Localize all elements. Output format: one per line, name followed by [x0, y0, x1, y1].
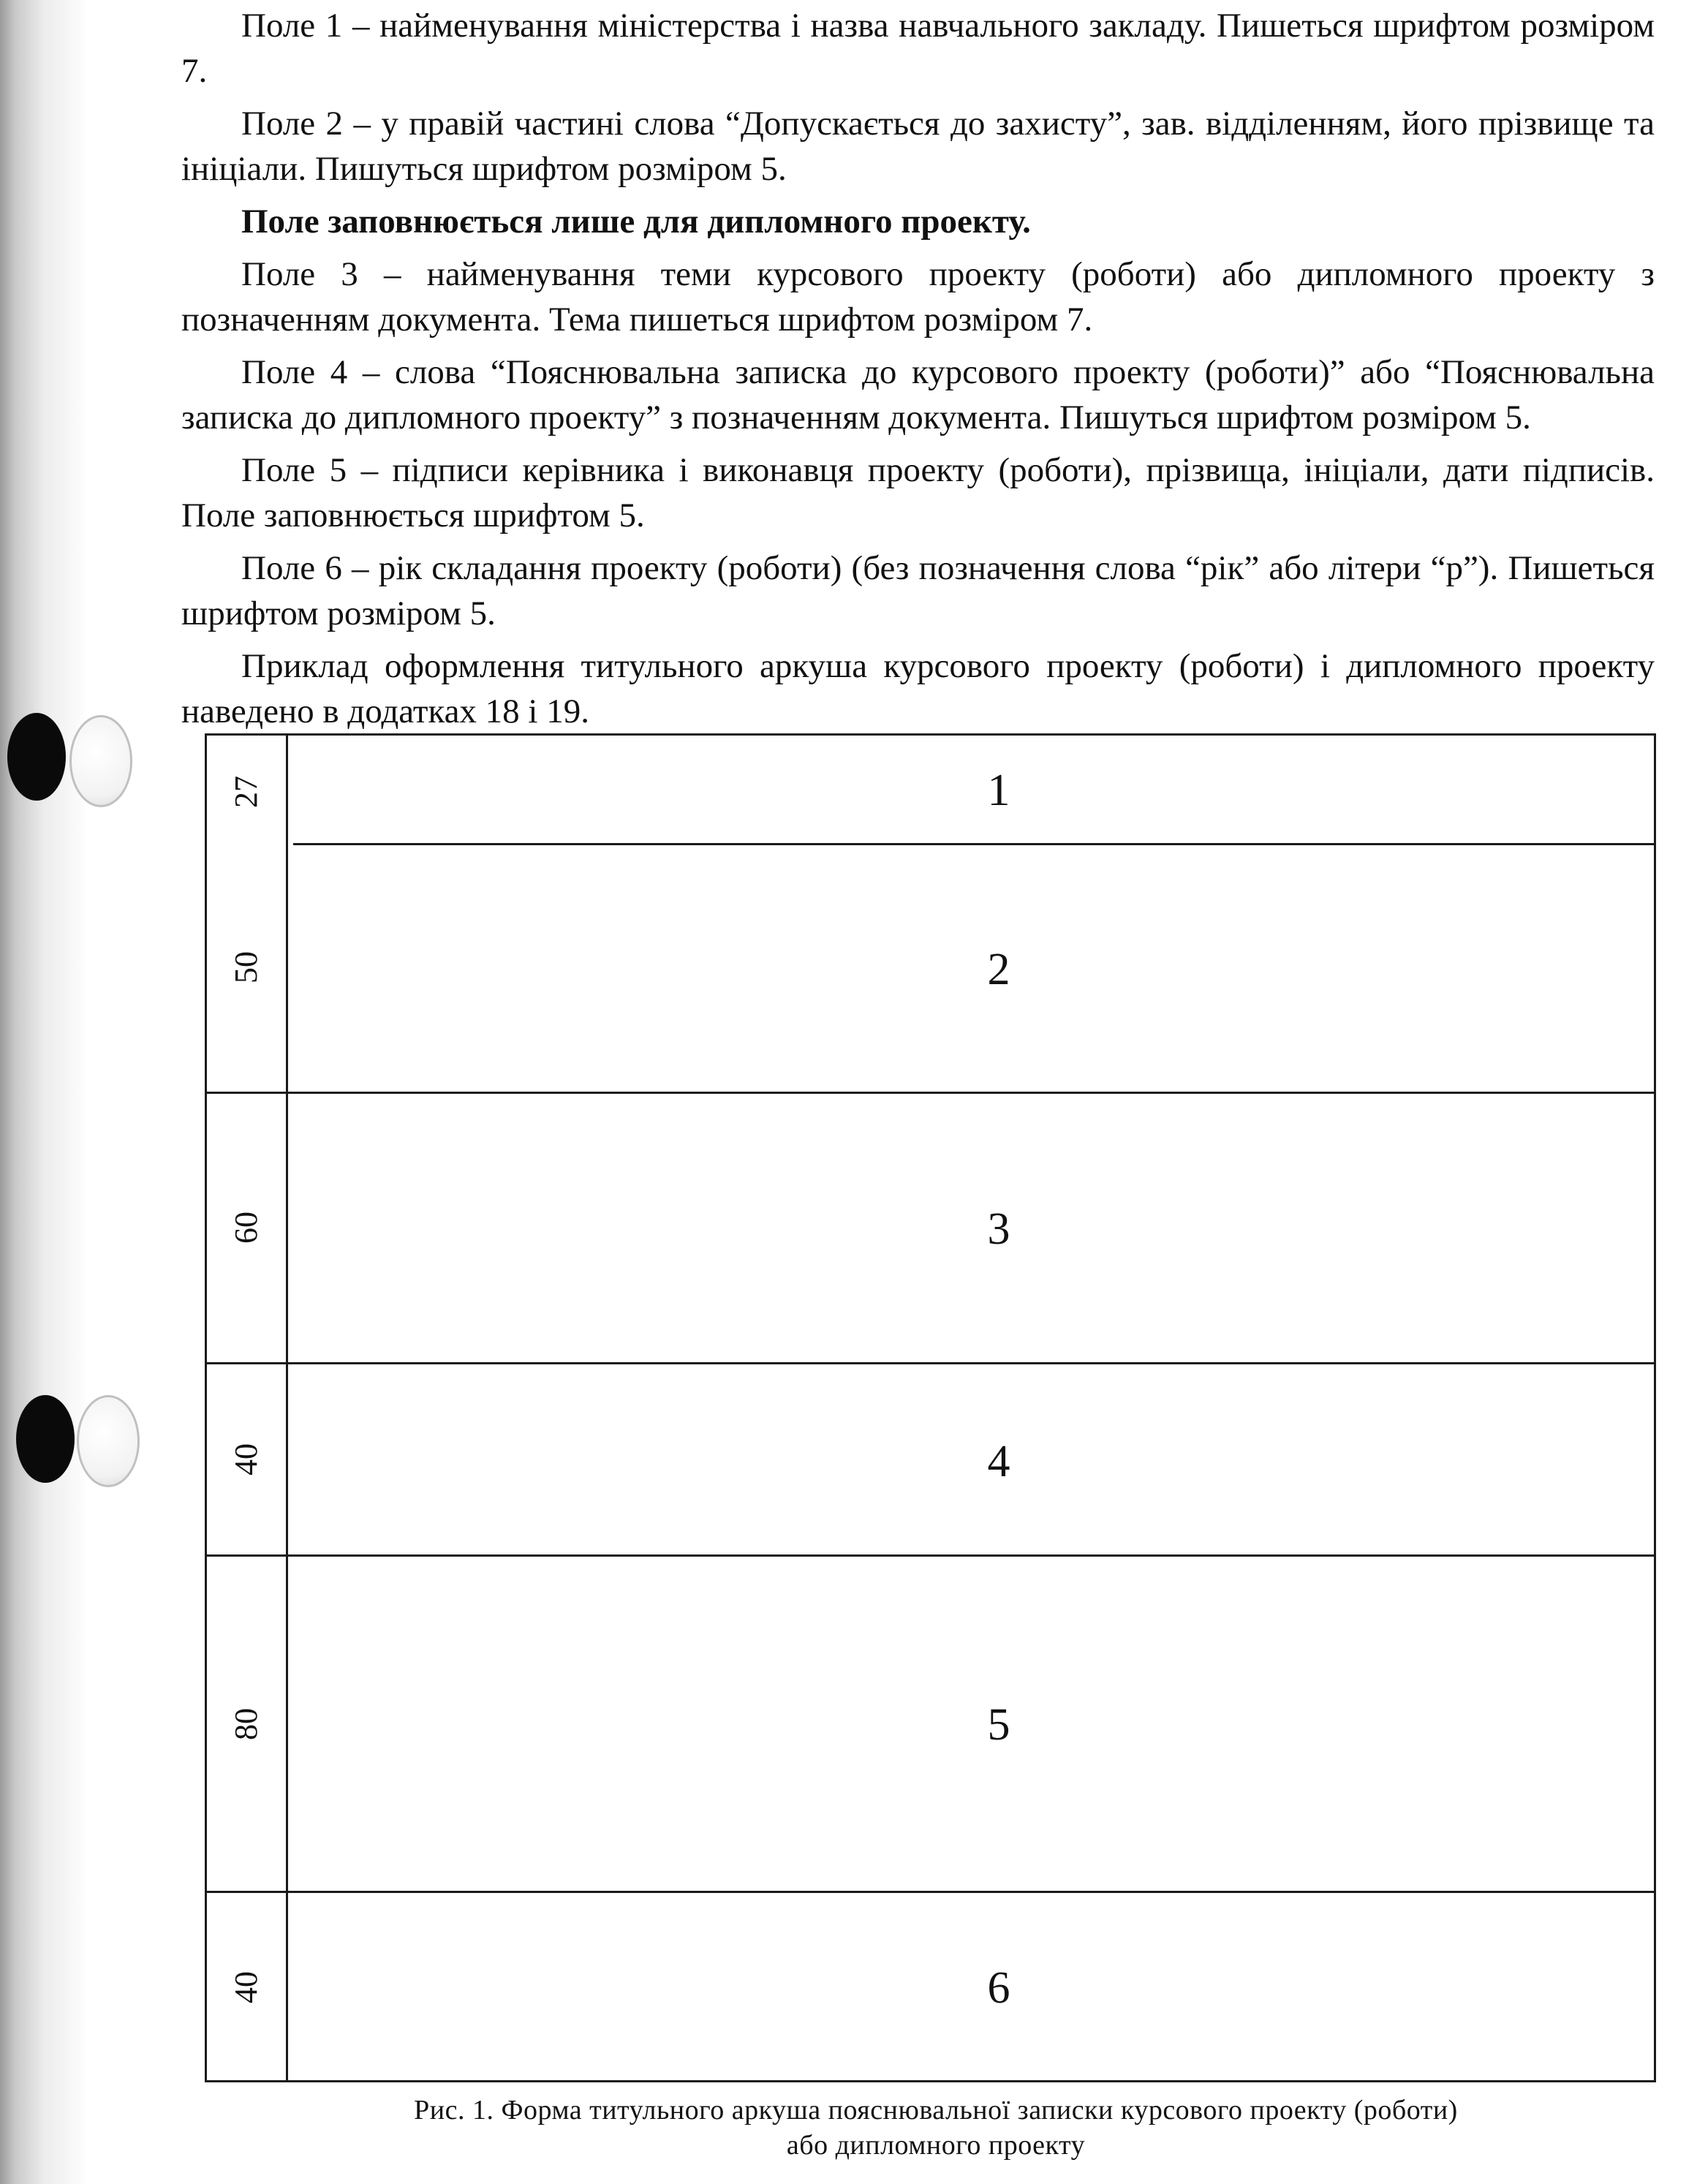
form-row-divider-1: [293, 843, 1654, 845]
punch-hole-top: [69, 715, 132, 807]
field-number-4: 4: [987, 1437, 1010, 1486]
field-number-6: 6: [987, 1963, 1010, 2013]
paragraph-example: Приклад оформлення титульного аркуша курсового проекту (роботи) і дипломного проекту наведено в додатках 18 і 19.: [181, 647, 1655, 730]
form-row-divider-2: [207, 1092, 1654, 1094]
paragraph-field-6: Поле 6 – рік складання проекту (роботи) (без позначення слова “рік” або літери “р”). Пишеться шрифтом розміром 5.: [181, 549, 1655, 632]
paragraph-field-2: Поле 2 – у правій частині слова “Допускається до захисту”, зав. відділенням, його прізвище та ініціали. Пишуться шрифтом розміром 5.: [181, 105, 1655, 188]
dimension-label-row-2: 50: [228, 951, 264, 983]
paragraph-field-4: Поле 4 – слова “Пояснювальна записка до курсового проекту (роботи)” або “Пояснювальна записка до дипломного проекту” з позначенням документа. Пишуться шрифтом розміром 5.: [181, 353, 1655, 437]
dimension-label-row-4: 40: [228, 1443, 264, 1475]
dimension-label-row-5: 80: [228, 1708, 264, 1740]
field-number-3: 3: [987, 1204, 1010, 1254]
field-number-5: 5: [987, 1700, 1010, 1750]
field-number-1: 1: [987, 766, 1010, 815]
paragraph-field-1: Поле 1 – найменування міністерства і назва навчального закладу. Пишеться шрифтом розміром 7.: [181, 7, 1655, 90]
dimension-label-row-1: 27: [228, 776, 264, 808]
punch-hole-bottom-dark: [16, 1395, 75, 1483]
paragraph-note-diploma: Поле заповнюється лише для дипломного проекту.: [241, 203, 1031, 241]
figure-caption: [219, 2093, 1652, 2163]
dimension-label-row-6: 40: [228, 1971, 264, 2003]
paragraph-field-5: Поле 5 – підписи керівника і виконавця проекту (роботи), прізвища, ініціали, дати підписів. Поле заповнюється шрифтом 5.: [181, 451, 1655, 534]
paragraph-field-3: Поле 3 – найменування теми курсового проекту (роботи) або дипломного проекту з позначенням документа. Тема пишеться шрифтом розміром 7.: [181, 255, 1655, 339]
figure-caption-line-2: або дипломного проекту: [786, 2130, 1086, 2161]
form-row-divider-3: [207, 1362, 1654, 1364]
form-column-divider: [286, 736, 288, 2080]
form-row-divider-4: [207, 1554, 1654, 1557]
punch-hole-bottom: [77, 1395, 140, 1487]
dimension-label-row-3: 60: [228, 1212, 264, 1244]
form-row-divider-5: [207, 1891, 1654, 1893]
title-page-form: [205, 733, 1656, 2082]
binding-shadow: [0, 0, 88, 2184]
figure-caption-line-1: Рис. 1. Форма титульного аркуша пояснювальної записки курсового проекту (роботи): [414, 2095, 1458, 2126]
body-text: [181, 3, 1655, 734]
punch-hole-top-dark: [7, 713, 66, 801]
field-number-2: 2: [987, 945, 1010, 994]
